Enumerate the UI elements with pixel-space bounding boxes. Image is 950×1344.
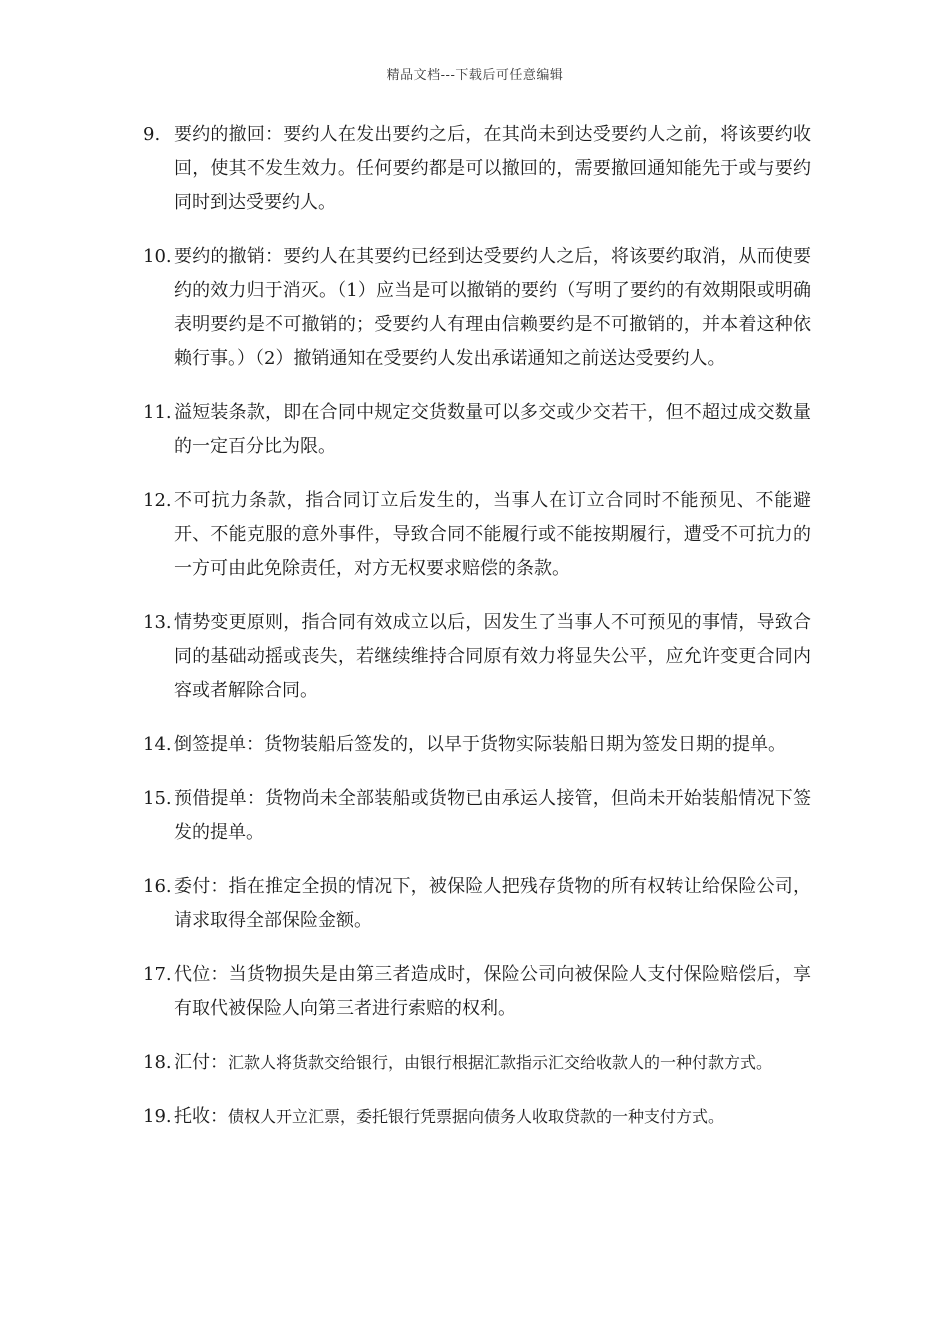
item-term: 不可抗力条款，	[174, 490, 306, 511]
item-definition: 当货物损失是由第三者造成时，保险公司向被保险人支付保险赔偿后，享有取代被保险人向第三者进行索赔的权利。	[174, 964, 812, 1019]
item-term: 汇付：	[174, 1052, 228, 1073]
item-definition: 指在推定全损的情况下，被保险人把残存货物的所有权转让给保险公司，请求取得全部保险金额。	[174, 876, 812, 931]
item-term: 要约的撤回：	[174, 124, 284, 145]
list-item	[143, 870, 811, 938]
item-definition: 指合同有效成立以后，因发生了当事人不可预见的事情，导致合同的基础动摇或丧失，若继续维持合同原有效力将显失公平，应允许变更合同内容或者解除合同。	[174, 612, 812, 701]
item-number: 18.	[143, 1052, 172, 1073]
item-term: 情势变更原则，	[174, 612, 302, 633]
list-item	[143, 396, 811, 464]
item-definition: 汇款人将货款交给银行，由银行根据汇款指示汇交给收款人的一种付款方式。	[228, 1053, 773, 1072]
item-term: 要约的撤销：	[174, 246, 284, 267]
item-number: 15.	[143, 788, 172, 809]
list-item	[143, 118, 811, 220]
definition-list	[143, 118, 811, 1154]
item-definition: 即在合同中规定交货数量可以多交或少交若干，但不超过成交数量的一定百分比为限。	[174, 402, 812, 457]
item-number: 19.	[143, 1106, 172, 1127]
item-term: 预借提单：	[174, 788, 266, 809]
list-item	[143, 484, 811, 586]
list-item	[143, 958, 811, 1026]
item-number: 10.	[143, 246, 172, 267]
item-number: 9.	[143, 124, 161, 145]
list-item	[143, 606, 811, 708]
item-number: 11.	[143, 402, 172, 423]
item-definition: 货物尚未全部装船或货物已由承运人接管，但尚未开始装船情况下签发的提单。	[174, 788, 811, 843]
list-item	[143, 728, 811, 762]
item-number: 12.	[143, 490, 172, 511]
item-term: 托收：	[174, 1106, 228, 1127]
item-definition: 指合同订立后发生的，当事人在订立合同时不能预见、不能避开、不能克服的意外事件，导致合同不能履行或不能按期履行，遭受不可抗力的一方可由此免除责任，对方无权要求赔偿的条款。	[174, 490, 812, 579]
item-term: 溢短装条款，	[174, 402, 284, 423]
item-term: 代位：	[174, 964, 229, 985]
page-header: 精品文档---下载后可任意编辑	[386, 68, 564, 83]
item-definition: 债权人开立汇票，委托银行凭票据向债务人收取贷款的一种支付方式。	[228, 1107, 725, 1126]
list-item	[143, 1100, 811, 1134]
item-term: 倒签提单：	[174, 734, 264, 755]
item-definition: 要约人在其要约已经到达受要约人之后，将该要约取消，从而使要约的效力归于消灭。（1）应当是可以撤销的要约（写明了要约的有效期限或明确表明要约是不可撤销的；受要约人有理由信赖要约是不可撤销的，并本着这种依赖行事。）（2）撤销通知在受要约人发出承诺通知之前送达受要约人。	[174, 246, 812, 369]
item-definition: 要约人在发出要约之后，在其尚未到达受要约人之前，将该要约收回，使其不发生效力。任何要约都是可以撤回的，需要撤回通知能先于或与要约同时到达受要约人。	[174, 124, 812, 213]
list-item	[143, 240, 811, 376]
item-number: 17.	[143, 964, 172, 985]
list-item	[143, 782, 811, 850]
item-number: 14.	[143, 734, 172, 755]
list-item	[143, 1046, 811, 1080]
item-number: 13.	[143, 612, 172, 633]
item-number: 16.	[143, 876, 172, 897]
item-term: 委付：	[174, 876, 229, 897]
item-definition: 货物装船后签发的，以早于货物实际装船日期为签发日期的提单。	[264, 734, 786, 755]
